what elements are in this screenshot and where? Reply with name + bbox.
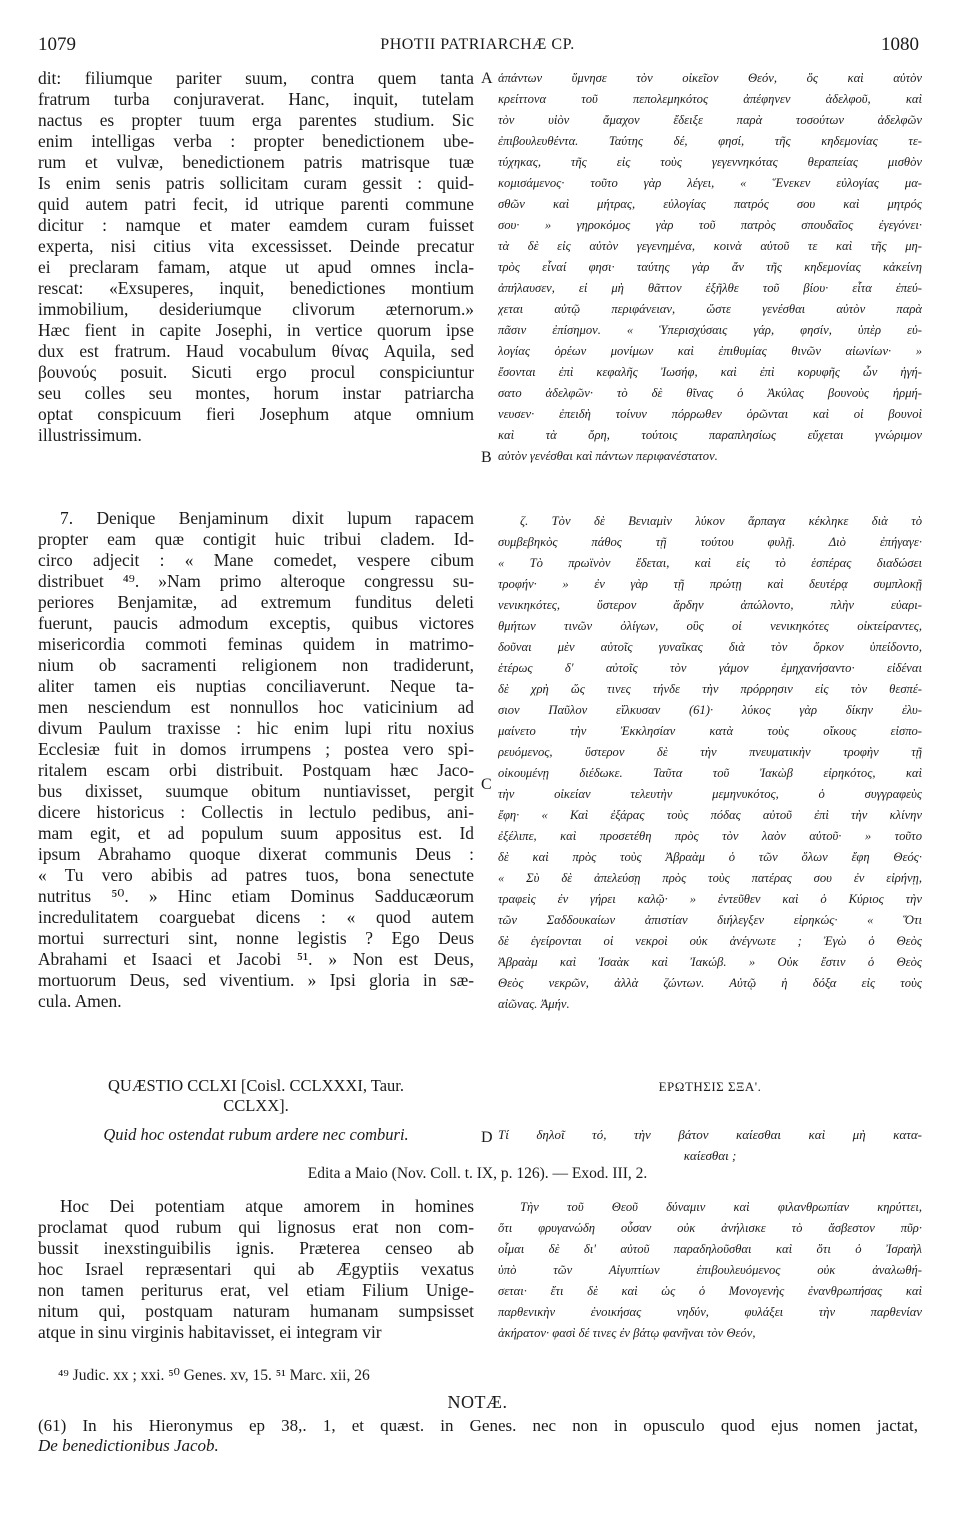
latin-line: experta, nisi citius vita excessisset. Deinde precatur (38, 236, 474, 256)
latin-line: dicitur : namque et mater eamdem curam fuisset (38, 215, 474, 235)
margin-marker-d: D (481, 1129, 493, 1146)
greek-line: ἀκήρατον· φασὶ δέ τινες ἐν βάτῳ φανῆναι τὸν Θεόν, (498, 1326, 756, 1340)
latin-column-section-3 (38, 1196, 474, 1343)
latin-line: mortui surrecturi sint, nonne legistis ? Ego Deus (38, 928, 474, 948)
latin-line: optat conspicuum fieri Josephum atque omnium (38, 404, 474, 424)
latin-line: « Tu vero abibis ad patres tuos, bona senectute (38, 865, 474, 885)
greek-line: αὐτὸν γενέσθαι καὶ πάντων περιφανέστατον. (498, 449, 718, 463)
latin-question-subtitle: Quid hoc ostendat rubum ardere nec comburi. (103, 1125, 409, 1144)
latin-line: misericordia commoti feminas quidem in matrimo- (38, 634, 474, 654)
greek-line: οἰκουμένῃ διέδωκε. Ταῦτα τοῦ Ἰακὼβ εἰρηκότος, καὶ (498, 766, 922, 780)
latin-line: nium ob sacramenti religionem non tradiderunt, (38, 655, 474, 675)
greek-line: ἐπιβουλευθέντα. Ταύτης δέ, φησί, τῆς κηδεμονίας τε- (498, 134, 922, 148)
latin-line: nutritus ⁵⁰. » Hinc etiam Dominus Sadducæorum (38, 886, 474, 906)
greek-line: κρείττονα τοῦ πεπολεμηκότος ἀπέφηνεν ἀδελφοῦ, καὶ (498, 92, 922, 106)
latin-column-section-2 (38, 508, 474, 1012)
latin-line: dit: filiumque pariter suum, contra quem tanta (38, 68, 474, 88)
greek-line: αἰῶνας. Ἀμήν. (498, 997, 570, 1011)
latin-line: Hæc fient in capite Josephi, in vertice quorum ipse (38, 320, 474, 340)
latin-line: illustrissimum. (38, 425, 142, 445)
latin-line: rescat: «Exsuperes, inquit, benedictiones montium (38, 278, 474, 298)
latin-line: distribuet ⁴⁹. »Nam primo alteroque congressu su- (38, 571, 474, 591)
latin-line: hoc Israel repræsentari qui ab Ægyptiis vexatus (38, 1259, 474, 1279)
latin-column-section-1 (38, 68, 474, 446)
latin-line: enim intelligas verba : propter benedictionem ube- (38, 131, 474, 151)
greek-line: ρευόμενος, ὕστερον δὲ τὴν πνευματικὴν τροφὴν τῇ (498, 745, 922, 759)
latin-line: fratrum turba conjuraverat. Hanc, inquit, tutelam (38, 89, 474, 109)
latin-line: periores Benjamitæ, ad extremum funditus deleti (38, 592, 474, 612)
greek-question-title: ΕΡΩΤΗΣΙΣ ΣΞΑ'. (658, 1079, 762, 1094)
greek-line: Τὴν τοῦ Θεοῦ δύναμιν καὶ φιλανθρωπίαν κηρύττει, (520, 1200, 922, 1214)
greek-line: λογίας ὀρέων μονίμων καὶ ἐπιθυμίας θινῶν αἰωνίων· » (498, 344, 922, 358)
latin-line: ipsum Abrahamo quoque dixerat communis Deus : (38, 844, 474, 864)
latin-line: immobilium, desideriumque clivorum æternorum.» (38, 299, 474, 319)
greek-line: δοῦναι μὲν αὐτοῖς γυναῖκας διὰ τὸν ὅρκον ὑπείδοντο, (498, 640, 922, 654)
greek-line: καὶ τὰ ὄρη, τούτοις παραπλησίως εὔχεται γνώριμον (498, 428, 922, 442)
latin-line: βουνούς posuit. Sicuti ergo procul conspiciuntur (38, 362, 474, 382)
greek-line: τρὸς εἶναί φησι· ταύτης γὰρ ἄν τῆς κηδεμονίας κἀκείνη (498, 260, 922, 274)
greek-line: ὅτι φρυγανώδη οὖσαν οὐκ ἀνήλισκε τὸ ἄσβεστον πῦρ· (498, 1221, 922, 1235)
latin-line: men nesciendum est nonnullos hoc vaticinium ad (38, 697, 474, 717)
greek-line: δὲ ἐγείρονται οἱ νεκροὶ οὐκ ἀνέγνωτε ; Ἐγὼ ὁ Θεὸς (498, 934, 922, 948)
latin-line: cula. Amen. (38, 991, 122, 1011)
latin-line: Hoc Dei potentiam atque amorem in homines (60, 1196, 474, 1216)
greek-line: νευσεν· ἐπειδὴ τοίνυν πόρρωθεν ὁρῶνται καὶ οἱ βουνοὶ (498, 407, 922, 421)
greek-line: νενικηκότες, ὕστερον ἄρδην ἀπώλοντο, πλὴν εὐαρι- (498, 598, 922, 612)
greek-line: πᾶσιν ἐπίσημον. « Ὑπερισχύσαις γάρ, φησίν, ὑπὲρ εὐ- (498, 323, 922, 337)
greek-line: σου· » γηροκόμος γὰρ τοῦ πατρὸς σπουδαῖος ἐγεγόνει· (498, 218, 922, 232)
greek-line: χεται αὐτῷ περιφάνειαν, ὥστε γενέσθαι αὐτὸν παρὰ (498, 302, 922, 316)
latin-line: dux est fratrum. Haud vocabulum θίνας Aquila, sed (38, 341, 474, 361)
greek-line: τὸν υἱὸν ἄμαχον ἔδειξε παρὰ τοσούτων ἀδελφῶν (498, 113, 922, 127)
latin-line: mortuorum Deus, sed viventium. » Ipsi gloria in sæ- (38, 970, 474, 990)
greek-column-section-3 (498, 1197, 922, 1344)
column-number-left: 1079 (38, 34, 76, 55)
latin-line: bussit inexstinguibilis ignis. Præterea censeo ab (38, 1238, 474, 1258)
greek-line: ἔφη· « Καὶ ἐξάρας τοὺς πόδας αὐτοῦ ἐπὶ τὴν κλίνην (498, 808, 922, 822)
latin-line: Is enim senis patris sollicitam curam gessit : quid- (38, 173, 474, 193)
greek-line: ἐξέλιπε, καὶ προσετέθη πρὸς τὸν λαὸν αὐτοῦ· » τοῦτο (498, 829, 922, 843)
latin-line: Abrahami et Isaaci et Jacobi ⁵¹. » Non est Deus, (38, 949, 474, 969)
greek-line: σατο ἀδελφῶν· τὸ δὲ θῖνας ὁ Ἀκύλας βουνοὺς ἡρμή- (498, 386, 922, 400)
greek-column-section-2 (498, 511, 922, 1015)
greek-line: σεται· ἔτι δὲ καὶ ὡς ὁ Μονογενὴς ἐνανθρωπήσας καὶ (498, 1284, 922, 1298)
greek-line: τύχηκας, τῆς εἰς τοὺς γεγεννηκότας θεραπείας μισθὸν (498, 155, 922, 169)
greek-line: « Τὸ πρωϊνὸν ἔδεται, καὶ εἰς τὸ ἑσπέρας διαδώσει (498, 556, 922, 570)
greek-line: δὲ χρὴ ὥς τινες τήνδε τὴν πρόρρησιν εἰς τὸν θεσπέ- (498, 682, 922, 696)
latin-line: non tamen periturus erat, vel etiam Filium Unige- (38, 1280, 474, 1300)
latin-line: seu colles seu montes, horum instar patriarcha (38, 383, 474, 403)
greek-line: « Σὺ δὲ ἀπελεύσῃ πρὸς τοὺς πατέρας σου ἐν εἰρήνῃ, (498, 871, 922, 885)
greek-line: τὰ δὲ εἰς αὐτὸν γεγενημένα, κοινὰ αὐτοῦ τε καὶ τῆς μη- (498, 239, 922, 253)
latin-line: circo adjecit : « Mane comedet, vespere cibum (38, 550, 474, 570)
margin-marker-a: A (481, 70, 493, 87)
greek-line: συμβεβηκὸς πάθος τῇ τούτου φυλῇ. Διὸ ἐπήγαγε· (498, 535, 922, 549)
greek-line: ἑτέρως δ' αὐτοῖς τὸν γάμον ἐμηχανήσαντο· εἰδέναι (498, 661, 922, 675)
greek-line: σιον Παῦλον εἵλκυσαν (61)· λύκος γὰρ δίκην ἐλυ- (498, 703, 922, 717)
greek-question-subtitle-line-1: Τί δηλοῖ τό, τὴν βάτον καίεσθαι καὶ μὴ κατα- (498, 1127, 922, 1142)
latin-line: mam egit, et ad populum suum appositus est. Id (38, 823, 474, 843)
latin-line: nitum qui, postquam naturam humanam sumpsisset (38, 1301, 474, 1321)
greek-line: κομισάμενος· τοῦτο γὰρ λέγει, « Ἕνεκεν εὐλογίας μα- (498, 176, 922, 190)
greek-line: δὲ καὶ πρὸς τοὺς Ἀβραὰμ ὁ τῶν ὅλων ἔφη Θεός· (498, 850, 922, 864)
latin-line: incredulitatem coarguebat dicens : « quod autem (38, 907, 474, 927)
greek-line: οἶμαι δὲ δι' αὐτοῦ παραδηλοῦσθαι καὶ ὅτι ὁ Ἰσραὴλ (498, 1242, 922, 1256)
greek-question-subtitle-line-2: καίεσθαι ; (683, 1148, 737, 1163)
greek-line: ζ. Τὸν δὲ Βενιαμὶν λύκον ἅρπαγα κέκληκε διὰ τὸ (520, 514, 922, 528)
column-number-right: 1080 (881, 34, 919, 55)
scripture-references: ⁴⁹ Judic. xx ; xxi. ⁵⁰ Genes. xv, 15. ⁵¹ Marc. xii, 26 (58, 1367, 370, 1384)
latin-line: ritalem escam orbi distribuit. Postquam hæc Jaco- (38, 760, 474, 780)
latin-line: fuerunt, paucis admodum exceptis, quibus victores (38, 613, 474, 633)
greek-column-section-1 (498, 68, 922, 467)
latin-line: bus dixisset, suumque obitum nuntiavisset, pergit (38, 781, 474, 801)
greek-line: Ἀβραὰμ καὶ Ἰσαὰκ καὶ Ἰακώβ. » Οὐκ ἔστιν ὁ Θεὸς (498, 955, 922, 969)
greek-line: ἁπάντων ὕμνησε τὸν οἰκεῖον Θεόν, ὅς καὶ αὐτὸν (498, 71, 922, 85)
edition-note: Edita a Maio (Nov. Coll. t. IX, p. 126). — Exod. III, 2. (307, 1165, 648, 1182)
note-61-line-2: De benedictionibus Jacob. (38, 1436, 219, 1455)
latin-line: atque in sinu virginis habitavisset, ei integram vir (38, 1322, 382, 1342)
latin-line: divum Paulum traxisse : hic enim lupi ritu noxius (38, 718, 474, 738)
latin-question-title (38, 1076, 474, 1116)
latin-line: rum et vulvæ, benedictionem patris matrisque tuæ (38, 152, 474, 172)
greek-line: τροφήν· » ἐν γὰρ τῇ πρώτῃ καὶ δευτέρᾳ συμπλοκῇ (498, 577, 922, 591)
greek-line: τὴν οἰκείαν τελευτὴν μεμηνυκότος, ὁ συγγραφεὺς (498, 787, 922, 801)
greek-question-subtitle (498, 1124, 922, 1166)
greek-line: ἀπήλαυσεν, εἰ μὴ θᾶττον ἐξῆλθε τοῦ βίου· εἶτα ἐπεύ- (498, 281, 922, 295)
latin-question-title-line-1: QUÆSTIO CCLXI [Coisl. CCLXXXI, Taur. (107, 1076, 404, 1095)
greek-line: παρθενικὴν ἐνοικήσας νηδύν, φυλάξει τὴν παρθενίαν (498, 1305, 922, 1319)
margin-marker-b: B (481, 449, 492, 466)
greek-line: σθῶν καὶ μήτρας, εὐλογίας πατρός σου καὶ μητρός (498, 197, 922, 211)
greek-line: ἔσονται ἐπὶ κεφαλῆς Ἰωσήφ, καὶ ἐπὶ κορυφῆς ὧν ἡγή- (498, 365, 922, 379)
greek-line: Θεὸς νεκρῶν, ἀλλὰ ζώντων. Αὐτῷ ἡ δόξα εἰς τοὺς (498, 976, 922, 990)
latin-line: nactus es propter tuum erga parentes studium. Sic (38, 110, 474, 130)
greek-line: θμήτων τινῶν ὀλίγων, οὓς οἱ νενικηκότες οἰκτείραντες, (498, 619, 922, 633)
latin-line: 7. Denique Benjaminum dixit lupum rapacem (60, 508, 474, 528)
note-61-line-1: (61) In his Hieronymus ep 38,. 1, et quæst. in Genes. nec non in opusculo quod ejus nomen jactat, (38, 1416, 918, 1435)
latin-line: propter eam quæ contigit huic tribui cladem. Id- (38, 529, 474, 549)
margin-marker-c: C (481, 776, 492, 793)
latin-line: dicere historicus : Collectis in lectulo pedibus, ani- (38, 802, 474, 822)
latin-question-title-line-2: CCLXX]. (223, 1096, 289, 1115)
latin-line: ei preclaram famam, atque ut apud omnes incla- (38, 257, 474, 277)
greek-line: τῶν Σαδδουκαίων ἀπιστίαν διήλεγξεν εἰρηκώς· « Ὅτι (498, 913, 922, 927)
greek-line: μαίνετο τὴν Ἐκκλησίαν κατὰ τοὺς οἴκους εἰσπο- (498, 724, 922, 738)
running-title: PHOTII PATRIARCHÆ CP. (380, 36, 575, 53)
note-61 (38, 1416, 918, 1456)
latin-line: Ecclesiæ fuit in domos irrumpens ; postea vero spi- (38, 739, 474, 759)
greek-line: ὑπὸ τῶν Αἰγυπτίων ἐπιβουλευόμενος οὐκ ἀναλωθή- (498, 1263, 922, 1277)
latin-line: aliter tamen eis nuptias conciliaverunt. Neque ta- (38, 676, 474, 696)
notae-heading: NOTÆ. (447, 1392, 508, 1412)
latin-line: proclamat quod rubum qui lignosus erat non com- (38, 1217, 474, 1237)
greek-line: τραφεὶς ἐν γήρει καλῷ· » ἐντεῦθεν καὶ ὁ Κύριος τὴν (498, 892, 922, 906)
latin-line: quid autem patri fecit, id utrique parenti commune (38, 194, 474, 214)
